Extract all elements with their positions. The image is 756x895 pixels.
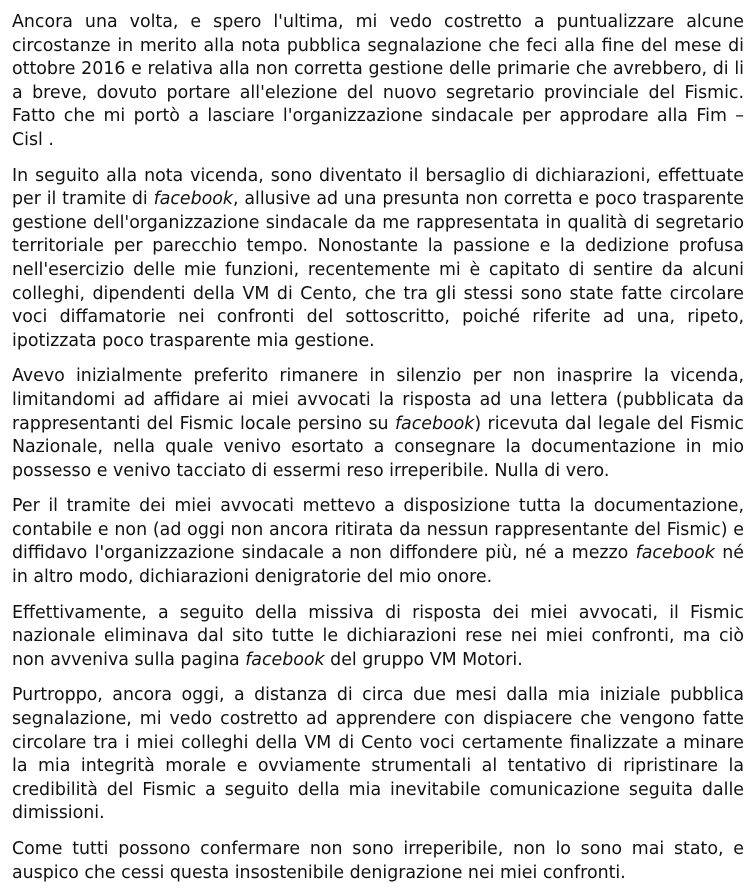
paragraph-text: In seguito alla nota vicenda, sono diventato il bersaglio di dichiarazioni, effettuate per il tramite di — [12, 165, 744, 210]
paragraph-text: ) ricevuta dal legale del Fismic Nazionale, nella quale venivo esortato a consegnare la documentazione in mio possesso e venivo tacciato di essermi reso irreperibile. Nulla di vero. — [12, 413, 744, 481]
italic-term: facebook — [245, 649, 325, 670]
paragraph-text: Effettivamente, a seguito della missiva di risposta dei miei avvocati, il Fismic nazionale eliminava dal sito tutte le dichiarazioni rese nei miei confronti, ma ciò non avveniva sulla pagina — [12, 602, 744, 670]
paragraph-3 — [12, 365, 744, 483]
paragraph-5 — [12, 602, 744, 673]
italic-term: facebook — [394, 413, 475, 434]
paragraph-text: né in altro modo, dichiarazioni denigratorie del mio onore. — [12, 543, 744, 588]
italic-term: facebook — [153, 189, 234, 210]
paragraph-text: Purtroppo, ancora oggi, a distanza di circa due mesi dalla mia iniziale pubblica segnalazione, mi vedo costretto ad apprendere con dispiacere che vengono fatte circolare tra i miei colleghi della VM di Cento voci certamente finalizzate a minare la mia integrità morale e ovviamente strumentali al tentativo di ripristinare la credibilità del Fismic a seguito della mia inevitabile comunicazione seguita dalle dimissioni. — [12, 685, 744, 824]
paragraph-text: del gruppo VM Motori. — [324, 649, 523, 670]
paragraph-7 — [12, 838, 744, 885]
paragraph-4 — [12, 495, 744, 589]
paragraph-text: Come tutti possono confermare non sono irreperibile, non lo sono mai stato, e auspico che cessi questa insostenibile denigrazione nei miei confronti. — [12, 839, 744, 883]
paragraph-text: , allusive ad una presunta non corretta e poco trasparente gestione dell'organizzazione sindacale da me rappresentata in qualità di segretario territoriale per parecchio tempo. Nonostante la passione e la dedizione profusa nell'esercizio delle mie funzioni, recentemente mi è capitato di sentire da alcuni colleghi, dipendenti della VM di Cento, che tra gli stessi sono state fatte circolare voci diffamatorie nei confronti del sottoscritto, poiché riferite ad una, ripeto, ipotizzata poco trasparente mia gestione. — [12, 189, 744, 351]
paragraph-text: Avevo inizialmente preferito rimanere in silenzio per non inasprire la vicenda, limitandomi ad affidare ai miei avvocati la risposta ad una lettera (pubblicata da rappresentanti del Fismic locale persino su — [12, 366, 744, 434]
italic-term: facebook — [635, 543, 716, 564]
paragraph-1 — [12, 11, 744, 153]
paragraph-text: Per il tramite dei miei avvocati mettevo a disposizione tutta la documentazione, contabile e non (ad oggi non ancora ritirata da nessun rappresentante del Fismic) e diffidavo l'organizzazione sindacale a non diffondere più, né a mezzo — [12, 496, 744, 564]
paragraph-2 — [12, 165, 744, 354]
paragraph-6 — [12, 684, 744, 826]
paragraph-text: Ancora una volta, e spero l'ultima, mi vedo costretto a puntualizzare alcune circostanze in merito alla nota pubblica segnalazione che feci alla fine del mese di ottobre 2016 e relativa alla non corretta gestione delle primarie che avrebbero, di li a breve, dovuto portare all'elezione del nuovo segretario provinciale del Fismic. Fatto che mi portò a lasciare l'organizzazione sindacale per approdare alla Fim – Cisl . — [12, 12, 744, 150]
